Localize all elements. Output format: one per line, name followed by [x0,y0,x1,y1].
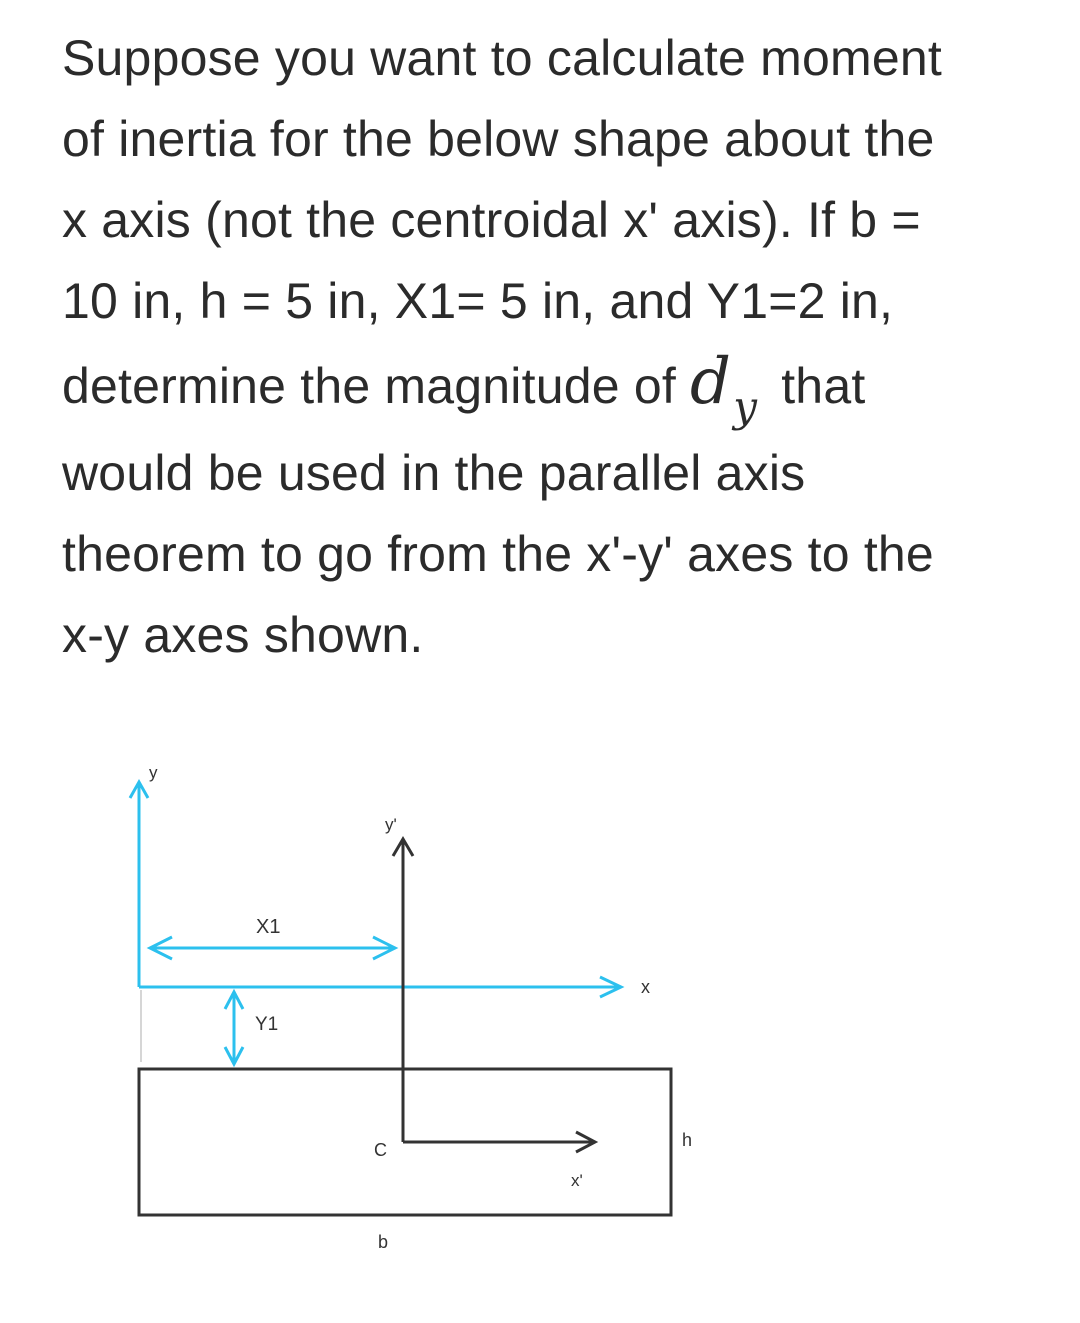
x-axis-label: x [641,977,650,997]
b-label: b [378,1232,389,1252]
question-line-1: Suppose you want to calculate moment [62,30,942,86]
math-subscript-y: y [733,382,758,431]
h-label: h [682,1130,693,1150]
x-prime-axis-label: x' [571,1171,583,1190]
question-line-6: would be used in the parallel axis [62,445,806,501]
question-line-3: x axis (not the centroidal x' axis). If b = [62,192,921,248]
centroid-label: C [374,1140,387,1160]
question-line-2: of inertia for the below shape about the [62,111,935,167]
question-line-8: x-y axes shown. [62,607,424,663]
y1-label: Y1 [255,1014,279,1035]
y-axis-label: y [149,763,158,782]
x1-label: X1 [256,916,281,938]
question-line-7: theorem to go from the x'-y' axes to the [62,526,934,582]
math-symbol-d: d [690,345,732,419]
question-line-5-after: that [781,358,866,414]
y-prime-axis-label: y' [385,815,397,834]
question-line-5-before: determine the magnitude of [62,358,676,414]
question-line-4: 10 in, h = 5 in, X1= 5 in, and Y1=2 in, [62,273,894,329]
